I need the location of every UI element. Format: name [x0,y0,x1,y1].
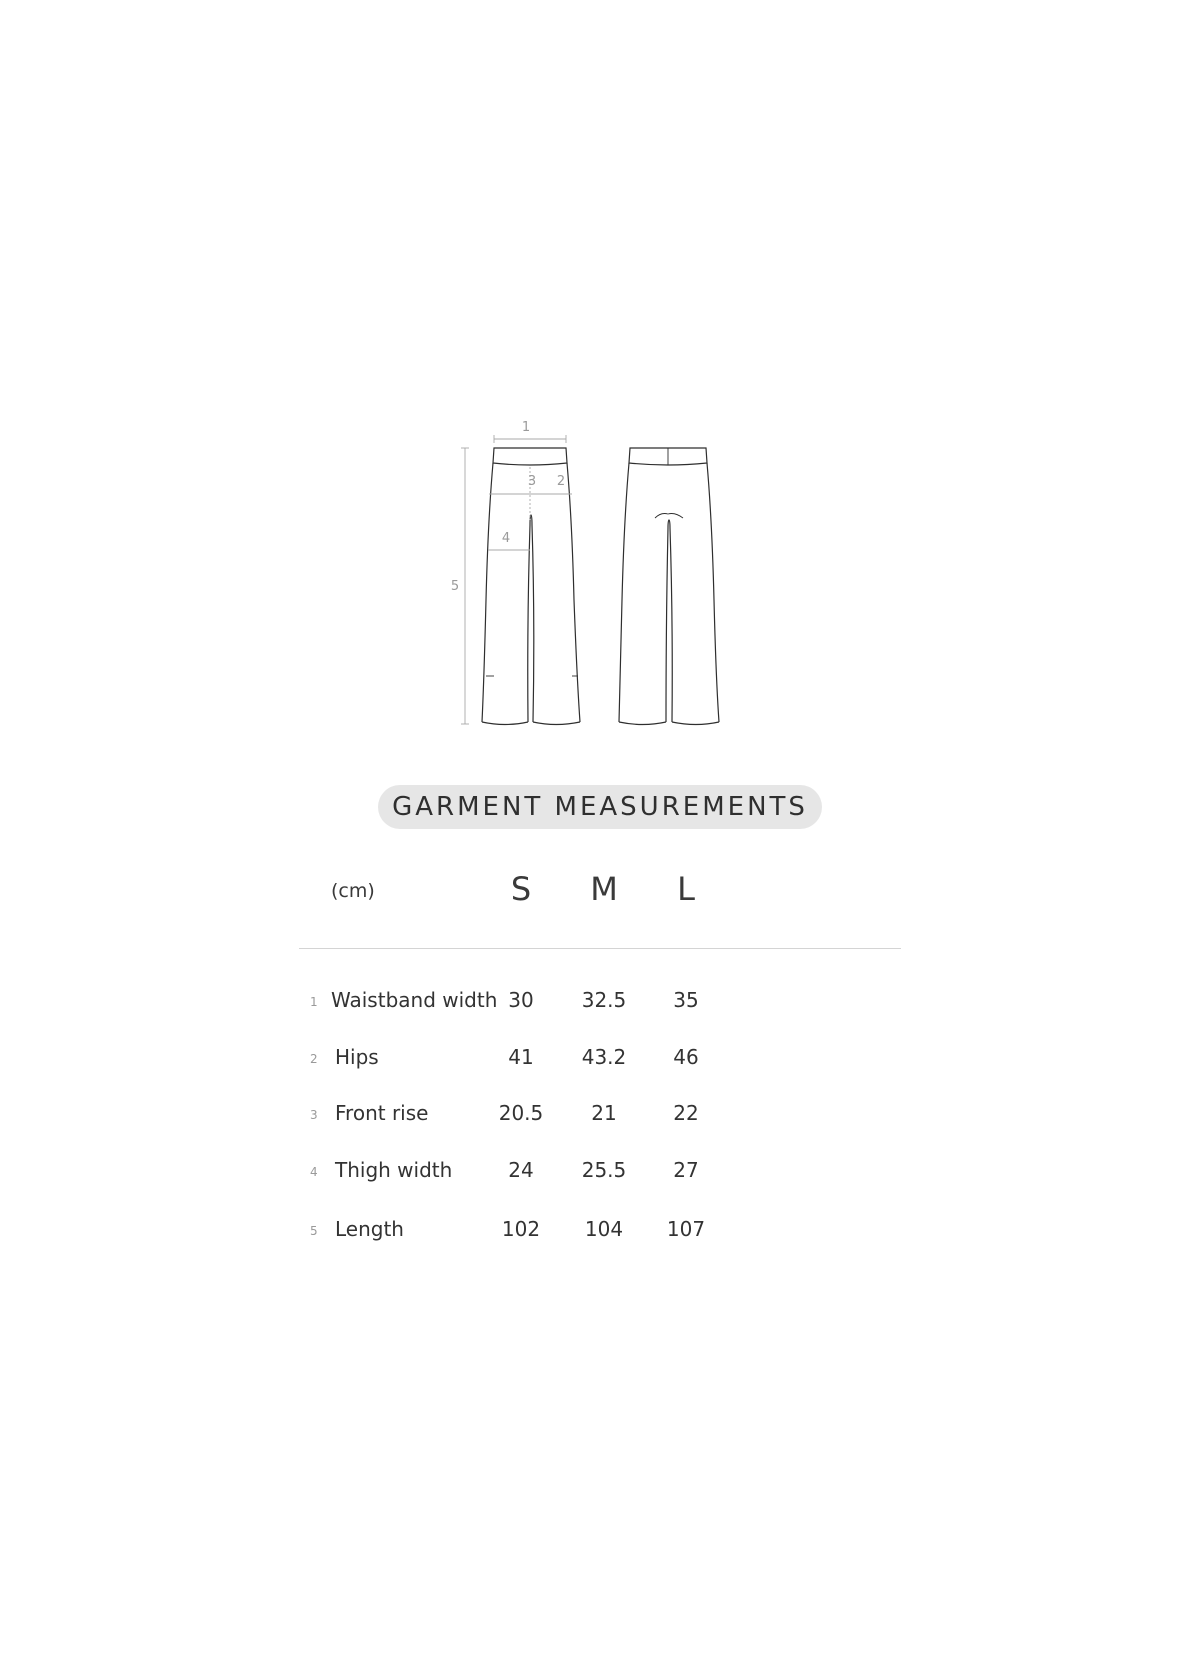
trouser-diagram [0,0,1200,760]
table-row [0,988,1200,1018]
title-badge [378,785,822,829]
cell-l: 27 [673,1158,699,1182]
row-index: 4 [310,1165,318,1179]
row-label: Length [335,1217,404,1241]
back-view [619,448,719,725]
row-index: 5 [310,1224,318,1238]
cell-s: 102 [501,1217,541,1241]
unit-label: (cm) [331,880,375,902]
cell-m: 32.5 [581,988,627,1012]
size-header-s: S [510,870,532,908]
row-label: Thigh width [335,1158,453,1182]
table-row [0,1158,1200,1188]
marker-5: 5 [450,579,460,594]
cell-m: 25.5 [581,1158,627,1182]
table-row [0,1045,1200,1075]
header-divider [299,948,901,949]
trouser-flat-sketch [0,0,1200,760]
cell-m: 104 [584,1217,624,1241]
size-header-m: M [590,870,618,908]
cell-l: 46 [673,1045,699,1069]
cell-l: 22 [673,1101,699,1125]
cell-s: 41 [508,1045,534,1069]
marker-1: 1 [521,420,531,435]
measurement-guides [461,435,572,724]
row-label: Hips [335,1045,379,1069]
marker-4: 4 [501,531,511,546]
row-label: Front rise [335,1101,429,1125]
row-index: 2 [310,1052,318,1066]
marker-2: 2 [556,474,566,489]
table-row [0,1101,1200,1131]
cell-l: 107 [666,1217,706,1241]
page-title: GARMENT MEASUREMENTS [392,792,808,822]
row-label: Waistband width [331,988,498,1012]
marker-3: 3 [527,474,537,489]
cell-s: 20.5 [498,1101,544,1125]
front-view [482,448,580,725]
table-row [0,1217,1200,1247]
cell-m: 21 [591,1101,617,1125]
row-index: 3 [310,1108,318,1122]
cell-l: 35 [673,988,699,1012]
row-index: 1 [310,995,318,1009]
cell-s: 24 [508,1158,534,1182]
cell-s: 30 [508,988,534,1012]
size-header-l: L [677,870,695,908]
cell-m: 43.2 [581,1045,627,1069]
